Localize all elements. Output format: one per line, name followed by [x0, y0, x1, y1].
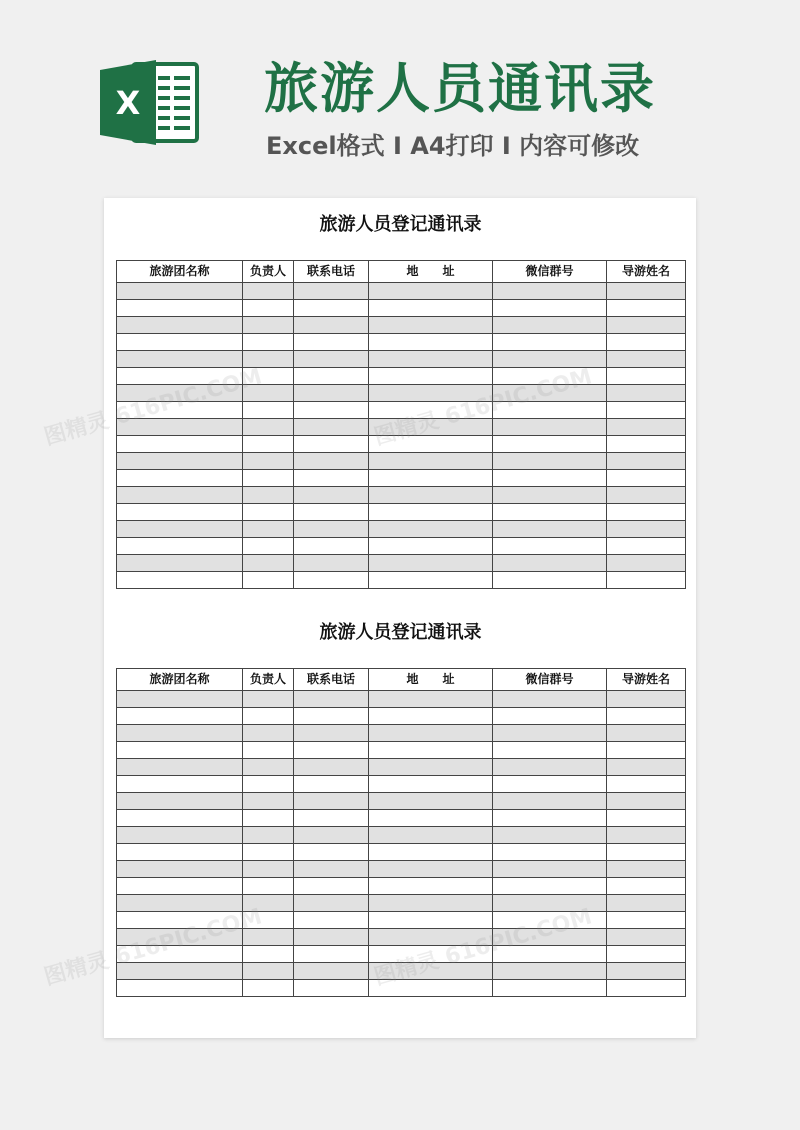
logo-letter: X — [115, 84, 141, 122]
sheet-title: 旅游人员登记通讯录 — [319, 214, 482, 235]
sheet-title: 旅游人员登记通讯录 — [319, 622, 482, 643]
table-cell[interactable] — [294, 436, 369, 453]
table-cell[interactable] — [294, 351, 369, 368]
table-cell[interactable] — [493, 844, 607, 861]
table-cell[interactable] — [243, 912, 294, 929]
table-cell[interactable] — [117, 436, 243, 453]
table-row — [117, 555, 686, 572]
table-cell[interactable] — [294, 470, 369, 487]
table-cell[interactable] — [369, 861, 493, 878]
table-cell[interactable] — [369, 487, 493, 504]
table-cell[interactable] — [607, 453, 686, 470]
table-cell[interactable] — [493, 827, 607, 844]
table-row — [117, 538, 686, 555]
table-cell[interactable] — [607, 283, 686, 300]
table-row — [117, 759, 686, 776]
table-cell[interactable] — [117, 878, 243, 895]
column-header: 导游姓名 — [607, 261, 686, 283]
table-cell[interactable] — [117, 776, 243, 793]
table-cell[interactable] — [117, 521, 243, 538]
table-cell[interactable] — [243, 317, 294, 334]
table-cell[interactable] — [117, 742, 243, 759]
table-cell[interactable] — [243, 844, 294, 861]
column-header: 负责人 — [243, 261, 294, 283]
table-cell[interactable] — [117, 708, 243, 725]
table-cell[interactable] — [243, 691, 294, 708]
table-cell[interactable] — [117, 300, 243, 317]
table-cell[interactable] — [493, 436, 607, 453]
table-cell[interactable] — [117, 470, 243, 487]
table-row — [117, 504, 686, 521]
table-cell[interactable] — [369, 810, 493, 827]
column-header: 地 址 — [369, 261, 493, 283]
table-cell[interactable] — [294, 453, 369, 470]
table-cell[interactable] — [294, 283, 369, 300]
table-cell[interactable] — [117, 538, 243, 555]
table-cell[interactable] — [369, 504, 493, 521]
table-cell[interactable] — [117, 793, 243, 810]
table-cell[interactable] — [369, 300, 493, 317]
table-cell[interactable] — [493, 895, 607, 912]
table-cell[interactable] — [243, 827, 294, 844]
table-row — [117, 385, 686, 402]
table-cell[interactable] — [493, 300, 607, 317]
table-cell[interactable] — [607, 419, 686, 436]
table-cell[interactable] — [294, 368, 369, 385]
table-cell[interactable] — [294, 980, 369, 997]
table-row — [117, 436, 686, 453]
table-cell[interactable] — [493, 929, 607, 946]
table-cell[interactable] — [607, 708, 686, 725]
table-cell[interactable] — [117, 946, 243, 963]
table-cell[interactable] — [294, 538, 369, 555]
registration-table — [116, 260, 686, 589]
table-row — [117, 742, 686, 759]
table-cell[interactable] — [607, 742, 686, 759]
table-cell[interactable] — [243, 419, 294, 436]
table-cell[interactable] — [369, 776, 493, 793]
table-cell[interactable] — [294, 725, 369, 742]
column-header: 旅游团名称 — [117, 669, 243, 691]
table-cell[interactable] — [294, 895, 369, 912]
table-cell[interactable] — [294, 402, 369, 419]
table-cell[interactable] — [117, 759, 243, 776]
table-row — [117, 572, 686, 589]
table-cell[interactable] — [369, 453, 493, 470]
table-row — [117, 861, 686, 878]
table-cell[interactable] — [493, 793, 607, 810]
table-cell[interactable] — [117, 963, 243, 980]
table-cell[interactable] — [607, 317, 686, 334]
table-cell[interactable] — [369, 929, 493, 946]
table-row — [117, 691, 686, 708]
table-cell[interactable] — [607, 776, 686, 793]
table-cell[interactable] — [294, 759, 369, 776]
table-cell[interactable] — [117, 368, 243, 385]
table-cell[interactable] — [369, 402, 493, 419]
table-cell[interactable] — [607, 385, 686, 402]
table-cell[interactable] — [493, 419, 607, 436]
table-cell[interactable] — [369, 725, 493, 742]
table-cell[interactable] — [493, 742, 607, 759]
table-cell[interactable] — [243, 538, 294, 555]
table-cell[interactable] — [117, 334, 243, 351]
table-cell[interactable] — [607, 470, 686, 487]
table-cell[interactable] — [243, 436, 294, 453]
table-row — [117, 912, 686, 929]
table-cell[interactable] — [294, 946, 369, 963]
table-cell[interactable] — [117, 844, 243, 861]
table-cell[interactable] — [607, 725, 686, 742]
table-row — [117, 368, 686, 385]
column-header: 联系电话 — [294, 261, 369, 283]
table-row — [117, 776, 686, 793]
column-header: 负责人 — [243, 669, 294, 691]
table-cell[interactable] — [493, 470, 607, 487]
table-row — [117, 351, 686, 368]
table-cell[interactable] — [243, 334, 294, 351]
table-cell[interactable] — [117, 504, 243, 521]
banner-title: 旅游人员通讯录 — [264, 57, 656, 120]
watermark: 图精灵 — [41, 408, 112, 451]
table-cell[interactable] — [607, 555, 686, 572]
table-row — [117, 708, 686, 725]
table-cell[interactable] — [117, 895, 243, 912]
table-cell[interactable] — [369, 844, 493, 861]
table-cell[interactable] — [607, 351, 686, 368]
table-cell[interactable] — [493, 572, 607, 589]
table-cell[interactable] — [493, 538, 607, 555]
table-row — [117, 980, 686, 997]
table-row — [117, 725, 686, 742]
table-cell[interactable] — [243, 980, 294, 997]
table-cell[interactable] — [294, 521, 369, 538]
table-row — [117, 317, 686, 334]
table-cell[interactable] — [369, 283, 493, 300]
table-cell[interactable] — [369, 912, 493, 929]
table-cell[interactable] — [493, 946, 607, 963]
table-cell[interactable] — [369, 980, 493, 997]
table-cell[interactable] — [243, 470, 294, 487]
table-cell[interactable] — [294, 742, 369, 759]
table-cell[interactable] — [294, 844, 369, 861]
table-cell[interactable] — [243, 963, 294, 980]
table-row — [117, 453, 686, 470]
table-cell[interactable] — [243, 861, 294, 878]
table-row — [117, 895, 686, 912]
table-cell[interactable] — [294, 793, 369, 810]
table-row — [117, 810, 686, 827]
table-cell[interactable] — [117, 929, 243, 946]
table-cell[interactable] — [243, 929, 294, 946]
column-header: 联系电话 — [294, 669, 369, 691]
table-row — [117, 283, 686, 300]
table-cell[interactable] — [369, 436, 493, 453]
table-cell[interactable] — [369, 691, 493, 708]
table-row — [117, 878, 686, 895]
table-row — [117, 470, 686, 487]
table-cell[interactable] — [607, 504, 686, 521]
table-cell[interactable] — [243, 368, 294, 385]
table-cell[interactable] — [243, 572, 294, 589]
table-cell[interactable] — [493, 725, 607, 742]
table-cell[interactable] — [607, 759, 686, 776]
table-cell[interactable] — [493, 368, 607, 385]
table-cell[interactable] — [607, 929, 686, 946]
table-cell[interactable] — [294, 861, 369, 878]
table-cell[interactable] — [117, 861, 243, 878]
table-cell[interactable] — [369, 555, 493, 572]
table-cell[interactable] — [369, 793, 493, 810]
table-cell[interactable] — [369, 878, 493, 895]
table-cell[interactable] — [607, 538, 686, 555]
table-row — [117, 419, 686, 436]
table-cell[interactable] — [493, 555, 607, 572]
table-cell[interactable] — [607, 334, 686, 351]
table-cell[interactable] — [117, 691, 243, 708]
table-row — [117, 334, 686, 351]
table-cell[interactable] — [607, 912, 686, 929]
table-cell[interactable] — [369, 470, 493, 487]
table-cell[interactable] — [243, 521, 294, 538]
table-cell[interactable] — [493, 878, 607, 895]
table-row — [117, 844, 686, 861]
table-cell[interactable] — [294, 810, 369, 827]
table-cell[interactable] — [243, 793, 294, 810]
table-cell[interactable] — [369, 521, 493, 538]
table-cell[interactable] — [243, 759, 294, 776]
excel-logo-icon — [100, 60, 203, 145]
table-cell[interactable] — [493, 691, 607, 708]
table-cell[interactable] — [117, 419, 243, 436]
table-cell[interactable] — [493, 283, 607, 300]
table-cell[interactable] — [117, 317, 243, 334]
table-cell[interactable] — [294, 776, 369, 793]
table-cell[interactable] — [117, 725, 243, 742]
table-cell[interactable] — [607, 810, 686, 827]
table-cell[interactable] — [294, 691, 369, 708]
table-cell[interactable] — [607, 572, 686, 589]
table-cell[interactable] — [243, 810, 294, 827]
column-header: 微信群号 — [493, 669, 607, 691]
banner-subtitle: Excel格式 I A4打印 I 内容可修改 — [266, 132, 640, 160]
column-header: 地 址 — [369, 669, 493, 691]
table-cell[interactable] — [243, 555, 294, 572]
table-cell[interactable] — [294, 912, 369, 929]
table-cell[interactable] — [493, 708, 607, 725]
table-cell[interactable] — [117, 487, 243, 504]
table-cell[interactable] — [294, 963, 369, 980]
header-row — [117, 669, 686, 691]
table-cell[interactable] — [493, 334, 607, 351]
table-cell[interactable] — [294, 504, 369, 521]
table-cell[interactable] — [493, 402, 607, 419]
table-cell[interactable] — [607, 300, 686, 317]
table-cell[interactable] — [117, 402, 243, 419]
table-cell[interactable] — [243, 385, 294, 402]
column-header: 导游姓名 — [607, 669, 686, 691]
table-cell[interactable] — [493, 963, 607, 980]
table-cell[interactable] — [294, 572, 369, 589]
table-cell[interactable] — [117, 283, 243, 300]
table-cell[interactable] — [369, 538, 493, 555]
table-cell[interactable] — [493, 912, 607, 929]
table-cell[interactable] — [294, 334, 369, 351]
watermark: 图精灵 — [41, 948, 112, 991]
header-row — [117, 261, 686, 283]
table-row — [117, 402, 686, 419]
table-cell[interactable] — [243, 895, 294, 912]
table-cell[interactable] — [493, 487, 607, 504]
table-cell[interactable] — [294, 708, 369, 725]
table-cell[interactable] — [294, 300, 369, 317]
table-cell[interactable] — [493, 861, 607, 878]
table-cell[interactable] — [493, 980, 607, 997]
table-cell[interactable] — [243, 487, 294, 504]
table-cell[interactable] — [243, 742, 294, 759]
table-cell[interactable] — [294, 827, 369, 844]
table-cell[interactable] — [493, 759, 607, 776]
table-cell[interactable] — [607, 436, 686, 453]
table-cell[interactable] — [243, 283, 294, 300]
table-cell[interactable] — [294, 878, 369, 895]
table-cell[interactable] — [493, 810, 607, 827]
table-cell[interactable] — [607, 521, 686, 538]
table-cell[interactable] — [243, 708, 294, 725]
column-header: 旅游团名称 — [117, 261, 243, 283]
table-cell[interactable] — [607, 844, 686, 861]
table-cell[interactable] — [117, 827, 243, 844]
table-cell[interactable] — [607, 793, 686, 810]
table-cell[interactable] — [243, 402, 294, 419]
table-row — [117, 827, 686, 844]
table-cell[interactable] — [369, 708, 493, 725]
table-row — [117, 300, 686, 317]
table-cell[interactable] — [117, 453, 243, 470]
document-page — [104, 198, 696, 1038]
table-cell[interactable] — [243, 878, 294, 895]
table-cell[interactable] — [493, 776, 607, 793]
table-cell[interactable] — [369, 351, 493, 368]
table-row — [117, 929, 686, 946]
registration-table — [116, 668, 686, 997]
table-cell[interactable] — [369, 742, 493, 759]
table-cell[interactable] — [243, 776, 294, 793]
table-cell[interactable] — [607, 402, 686, 419]
column-header: 微信群号 — [493, 261, 607, 283]
table-cell[interactable] — [369, 895, 493, 912]
table-row — [117, 487, 686, 504]
table-cell[interactable] — [243, 725, 294, 742]
table-cell[interactable] — [607, 980, 686, 997]
table-cell[interactable] — [369, 419, 493, 436]
table-cell[interactable] — [493, 521, 607, 538]
table-cell[interactable] — [369, 317, 493, 334]
table-cell[interactable] — [369, 572, 493, 589]
table-cell[interactable] — [243, 453, 294, 470]
table-cell[interactable] — [607, 827, 686, 844]
table-cell[interactable] — [294, 487, 369, 504]
table-cell[interactable] — [369, 827, 493, 844]
table-cell[interactable] — [294, 419, 369, 436]
table-cell[interactable] — [243, 351, 294, 368]
table-cell[interactable] — [117, 555, 243, 572]
table-cell[interactable] — [117, 572, 243, 589]
table-cell[interactable] — [294, 385, 369, 402]
table-cell[interactable] — [369, 759, 493, 776]
table-cell[interactable] — [294, 929, 369, 946]
table-cell[interactable] — [369, 385, 493, 402]
table-row — [117, 963, 686, 980]
table-cell[interactable] — [607, 946, 686, 963]
sheet-1 — [116, 210, 685, 589]
table-cell[interactable] — [607, 861, 686, 878]
table-cell[interactable] — [607, 895, 686, 912]
table-cell[interactable] — [369, 963, 493, 980]
table-row — [117, 521, 686, 538]
table-cell[interactable] — [243, 946, 294, 963]
table-cell[interactable] — [607, 963, 686, 980]
table-row — [117, 793, 686, 810]
table-cell[interactable] — [493, 504, 607, 521]
table-cell[interactable] — [243, 300, 294, 317]
table-cell[interactable] — [117, 980, 243, 997]
table-cell[interactable] — [607, 487, 686, 504]
table-cell[interactable] — [117, 912, 243, 929]
table-cell[interactable] — [493, 385, 607, 402]
table-cell[interactable] — [607, 691, 686, 708]
sheet-2 — [116, 618, 685, 997]
table-cell[interactable] — [243, 504, 294, 521]
table-cell[interactable] — [493, 351, 607, 368]
table-cell[interactable] — [294, 555, 369, 572]
table-cell[interactable] — [294, 317, 369, 334]
table-cell[interactable] — [493, 453, 607, 470]
table-cell[interactable] — [117, 351, 243, 368]
table-cell[interactable] — [369, 946, 493, 963]
table-cell[interactable] — [117, 810, 243, 827]
table-row — [117, 946, 686, 963]
table-cell[interactable] — [369, 368, 493, 385]
table-cell[interactable] — [607, 368, 686, 385]
table-cell[interactable] — [607, 878, 686, 895]
table-cell[interactable] — [369, 334, 493, 351]
table-cell[interactable] — [493, 317, 607, 334]
table-cell[interactable] — [117, 385, 243, 402]
